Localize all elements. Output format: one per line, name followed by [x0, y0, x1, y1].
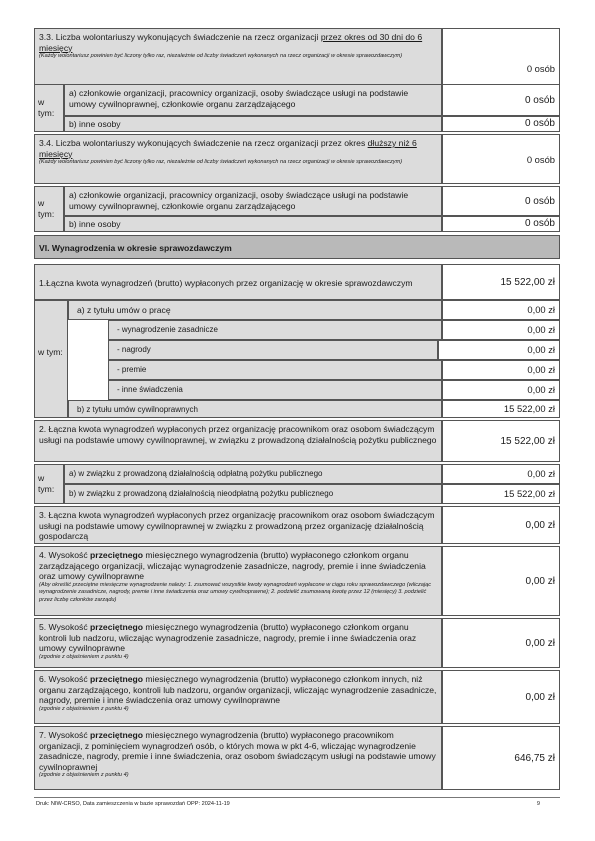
avg-wage-board-label: 4. Wysokość przeciętnego miesięcznego wynagrodzenia (brutto) wypłaconego członkom organu zarządzającego organizacji, wliczając wynagrodzenie zasadnicze, nagrody, premie i inne świadczenia oraz umowy cywilnoprawne (Aby określić przeciętne miesięczne wynagrodzenie należy: 1. zsumować wszystkie kwoty wynagrodzeń wypłacone w ciągu roku sprawozdawczego (wliczając wynagrodzenie zasadnicze, nagrody, premie i inne świadczenia oraz umowy cywilnoprawne); 2. podzielić zsumowaną kwotę przez 12 (miesięcy) 3. podzielić przez liczbę członków zarządu) — [34, 546, 442, 616]
footer-page-number: 9 — [536, 801, 540, 807]
avg-wage-other-bodies-value: 0,00 zł — [442, 670, 560, 724]
avg-wage-supervisory-value: 0,00 zł — [442, 618, 560, 668]
volunteers-30d-note: (Każdy wolontariusz powinien być liczony tylko raz, niezależnie od liczby świadczeń wykonanych na rzecz organizacji w okresie sprawozdawczym) — [39, 53, 403, 60]
volunteers-30d-row-a: a) członkowie organizacji, pracownicy organizacji, osoby świadczące usługi na podstawie umowy cywilnoprawnej, członkowie organu zarządzającego — [64, 84, 442, 116]
volunteers-30d-row-a-value: 0 osób — [442, 84, 560, 116]
volunteers-30d-row-b: b) inne osoby — [64, 116, 442, 132]
avg-wage-board-value: 0,00 zł — [442, 546, 560, 616]
public-benefit-paid-value: 0,00 zł — [442, 464, 560, 484]
wages-base-value: 0,00 zł — [442, 320, 560, 340]
volunteers-30d-row-b-value: 0 osób — [442, 116, 560, 132]
footer-divider — [34, 797, 560, 798]
public-benefit-paid-label: a) w związku z prowadzoną działalnością odpłatną pożytku publicznego — [64, 464, 442, 484]
public-benefit-free-label: b) w związku z prowadzoną działalnością nieodpłatną pożytku publicznego — [64, 484, 442, 504]
avg-wage-employees-value: 646,75 zł — [442, 726, 560, 790]
volunteers-6m-note: (Każdy wolontariusz powinien być liczony tylko raz, niezależnie od liczby świadczeń wykonanych na rzecz organizacji w okresie sprawozdawczym) — [39, 159, 403, 166]
wages-civil-label: b) z tytułu umów cywilnoprawnych — [68, 400, 442, 418]
avg-wage-supervisory-note: (zgodnie z objaśnieniem z punktu 4) — [39, 653, 129, 660]
avg-wage-supervisory-label: 5. Wysokość przeciętnego miesięcznego wynagrodzenia (brutto) wypłaconego członkom organu kontroli lub nadzoru, wliczając wynagrodzenie zasadnicze, nagrody, premie i inne świadczenia oraz umowy cywilnoprawne (zgodnie z objaśnieniem z punktu 4) — [34, 618, 442, 668]
wages-employment-label: a) z tytułu umów o pracę — [68, 300, 442, 320]
avg-wage-other-bodies-label: 6. Wysokość przeciętnego miesięcznego wynagrodzenia (brutto) wypłaconego członkom innych, niż organu zarządzającego, kontroli lub nadzoru, organów organizacji, wliczając wynagrodzenie zasadnicze, nagrody, premie i inne świadczenia oraz umowy cywilnoprawne (zgodnie z objaśnieniem z punktu 4) — [34, 670, 442, 724]
wages-public-benefit-value: 15 522,00 zł — [442, 420, 560, 462]
volunteers-30d-wtym: w tym: — [34, 84, 64, 132]
volunteers-30d-label-underlined: przez okres od 30 dni do 6 miesięcy — [39, 32, 423, 53]
public-benefit-wtym: w tym: — [34, 464, 64, 504]
volunteers-6m-label-text: 3.4. Liczba wolontariuszy wykonujących świadczenie na rzecz organizacji przez okres — [39, 138, 368, 148]
wages-business-label: 3. Łączna kwota wynagrodzeń wypłaconych przez organizację pracownikom oraz osobom świadczącym usługi na podstawie umowy cywilnoprawnej w związku z prowadzoną przez organizację działalnością gospodarczą — [34, 506, 442, 544]
volunteers-30d-label-text: 3.3. Liczba wolontariuszy wykonujących świadczenie na rzecz organizacji — [39, 32, 321, 42]
wages-total-label: 1.Łączna kwota wynagrodzeń (brutto) wypłaconych przez organizację w okresie sprawozdawczym — [34, 264, 442, 300]
wages-total-value: 15 522,00 zł — [442, 264, 560, 300]
public-benefit-free-value: 15 522,00 zł — [442, 484, 560, 504]
volunteers-6m-value: 0 osób — [442, 134, 560, 184]
avg-wage-other-bodies-note: (zgodnie z objaśnieniem z punktu 4) — [39, 705, 129, 712]
wages-awards-label: - nagrody — [108, 340, 438, 360]
wages-awards-value: 0,00 zł — [438, 340, 560, 360]
volunteers-6m-label-underlined: dłuższy niż 6 miesięcy — [39, 138, 417, 159]
volunteers-30d-value: 0 osób — [442, 28, 560, 108]
volunteers-6m-row-b: b) inne osoby — [64, 216, 442, 232]
volunteers-6m-row-a-value: 0 osób — [442, 186, 560, 216]
volunteers-6m-wtym: w tym: — [34, 186, 64, 232]
volunteers-6m-row-a: a) członkowie organizacji, pracownicy organizacji, osoby świadczące usługi na podstawie umowy cywilnoprawnej, członkowie organu zarządzającego — [64, 186, 442, 216]
wages-public-benefit-label: 2. Łączna kwota wynagrodzeń wypłaconych przez organizację pracownikom oraz osobom świadczącym usługi na podstawie umowy cywilnoprawnej, w związku z prowadzoną działalnością pożytku publicznego — [34, 420, 442, 462]
wages-base-label: - wynagrodzenie zasadnicze — [108, 320, 442, 340]
wages-bonus-value: 0,00 zł — [442, 360, 560, 380]
wages-business-value: 0,00 zł — [442, 506, 560, 544]
wages-employment-value: 0,00 zł — [442, 300, 560, 320]
volunteers-6m-row-b-value: 0 osób — [442, 216, 560, 232]
wages-civil-value: 15 522,00 zł — [442, 400, 560, 418]
wages-wtym: w tym: — [34, 300, 68, 418]
avg-wage-board-note: (Aby określić przeciętne miesięczne wynagrodzenie należy: 1. zsumować wszystkie kwoty wynagrodzeń wypłacone w ciągu roku sprawozdawczego (wliczając wynagrodzenie zasadnicze, nagrody, premie i inne świadczenia oraz umowy cywilnoprawne); 2. podzielić zsumowaną kwotę przez 12 (miesięcy) 3. podzielić przez liczbę członków zarządu) — [39, 581, 432, 603]
section-vi-header: VI. Wynagrodzenia w okresie sprawozdawczym — [34, 235, 560, 259]
wages-other-value: 0,00 zł — [442, 380, 560, 400]
avg-wage-employees-note: (zgodnie z objaśnieniem z punktu 4) — [39, 772, 129, 779]
wages-other-label: - inne świadczenia — [108, 380, 442, 400]
avg-wage-employees-label: 7. Wysokość przeciętnego miesięcznego wynagrodzenia (brutto) wypłaconego pracownikom organizacji, z pominięciem wynagrodzeń osób, o których mowa w pkt 4-6, wliczając wynagrodzenie zasadnicze, nagrody, premie i inne świadczenia, oraz osobom świadczącym usługi na podstawie umowy cywilnoprawnej (zgodnie z objaśnieniem z punktu 4) — [34, 726, 442, 790]
wages-bonus-label: - premie — [108, 360, 442, 380]
volunteers-over-6m-label — [34, 134, 442, 184]
footer-print-info: Druk: NIW-CRSO, Data zamieszczenia w bazie sprawozdań OPP: 2024-11-19 — [36, 801, 230, 807]
